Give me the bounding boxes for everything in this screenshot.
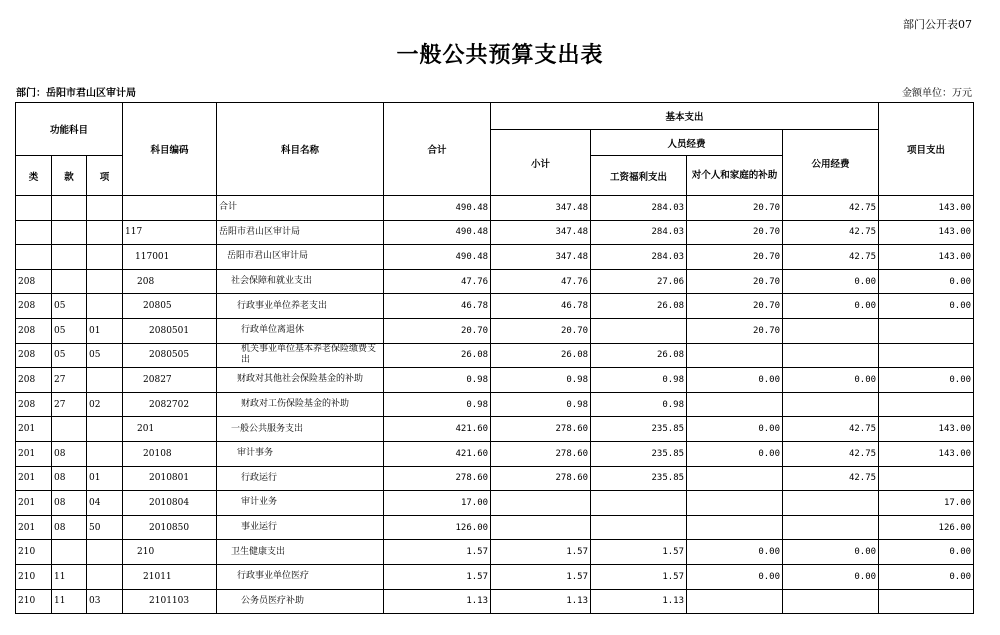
table-header <box>16 103 974 196</box>
header-individual <box>687 156 783 196</box>
cell-wages: 26.08 <box>591 294 687 319</box>
cell-code: 2101103 <box>123 589 217 614</box>
cell-xiang <box>87 564 123 589</box>
cell-subtotal <box>491 515 591 540</box>
cell-public: 0.00 <box>783 564 879 589</box>
cell-subtotal: 1.57 <box>491 540 591 565</box>
cell-name: 机关事业单位基本养老保险缴费支出 <box>217 343 384 368</box>
cell-public: 0.00 <box>783 269 879 294</box>
cell-individual: 0.00 <box>687 417 783 442</box>
cell-wages <box>591 491 687 516</box>
cell-total: 47.76 <box>384 269 491 294</box>
cell-total: 0.98 <box>384 392 491 417</box>
header-project: 项目支出 <box>879 103 974 196</box>
cell-xiang <box>87 294 123 319</box>
cell-xiang: 50 <box>87 515 123 540</box>
cell-kuan: 05 <box>52 343 87 368</box>
cell-public: 0.00 <box>783 368 879 393</box>
cell-public <box>783 318 879 343</box>
cell-xiang <box>87 245 123 270</box>
cell-xiang: 04 <box>87 491 123 516</box>
cell-individual: 20.70 <box>687 318 783 343</box>
table-row <box>16 220 974 245</box>
cell-project: 0.00 <box>879 294 974 319</box>
cell-subtotal: 0.98 <box>491 368 591 393</box>
cell-kuan <box>52 269 87 294</box>
cell-name: 审计业务 <box>217 491 384 516</box>
cell-individual: 20.70 <box>687 269 783 294</box>
cell-code: 208 <box>123 269 217 294</box>
cell-total: 1.13 <box>384 589 491 614</box>
cell-subtotal: 0.98 <box>491 392 591 417</box>
cell-subtotal: 20.70 <box>491 318 591 343</box>
cell-code: 201 <box>123 417 217 442</box>
cell-code: 2080501 <box>123 318 217 343</box>
cell-lei: 208 <box>16 294 52 319</box>
cell-individual: 0.00 <box>687 540 783 565</box>
cell-wages: 235.85 <box>591 441 687 466</box>
cell-total: 421.60 <box>384 417 491 442</box>
header-kuan: 款 <box>52 156 87 196</box>
cell-individual: 0.00 <box>687 368 783 393</box>
cell-lei: 201 <box>16 417 52 442</box>
cell-project: 143.00 <box>879 245 974 270</box>
cell-total: 17.00 <box>384 491 491 516</box>
cell-individual: 20.70 <box>687 294 783 319</box>
table-row <box>16 491 974 516</box>
table-row <box>16 343 974 368</box>
header-xiang: 项 <box>87 156 123 196</box>
cell-individual: 20.70 <box>687 196 783 221</box>
cell-xiang <box>87 220 123 245</box>
cell-lei: 208 <box>16 392 52 417</box>
cell-code: 21011 <box>123 564 217 589</box>
cell-name: 合计 <box>217 196 384 221</box>
cell-total: 126.00 <box>384 515 491 540</box>
cell-wages: 284.03 <box>591 196 687 221</box>
header-wages: 工资福利支出 <box>591 156 687 196</box>
cell-individual: 0.00 <box>687 441 783 466</box>
cell-kuan: 05 <box>52 318 87 343</box>
cell-individual: 20.70 <box>687 220 783 245</box>
cell-kuan: 05 <box>52 294 87 319</box>
header-personnel: 人员经费 <box>591 130 783 156</box>
cell-wages: 235.85 <box>591 466 687 491</box>
table-row <box>16 515 974 540</box>
cell-subtotal: 278.60 <box>491 441 591 466</box>
cell-public <box>783 589 879 614</box>
cell-project: 126.00 <box>879 515 974 540</box>
cell-xiang: 01 <box>87 318 123 343</box>
cell-code: 210 <box>123 540 217 565</box>
cell-individual <box>687 491 783 516</box>
cell-public: 42.75 <box>783 220 879 245</box>
table-row <box>16 441 974 466</box>
cell-lei: 201 <box>16 441 52 466</box>
cell-total: 490.48 <box>384 220 491 245</box>
cell-lei: 201 <box>16 515 52 540</box>
cell-total: 46.78 <box>384 294 491 319</box>
cell-name: 岳阳市君山区审计局 <box>217 245 384 270</box>
cell-name: 行政事业单位养老支出 <box>217 294 384 319</box>
form-number: 部门公开表07 <box>903 18 972 31</box>
cell-code: 117001 <box>123 245 217 270</box>
cell-code: 2010850 <box>123 515 217 540</box>
cell-code: 2080505 <box>123 343 217 368</box>
cell-individual <box>687 466 783 491</box>
cell-individual <box>687 515 783 540</box>
cell-public: 0.00 <box>783 540 879 565</box>
cell-kuan <box>52 417 87 442</box>
cell-wages: 284.03 <box>591 220 687 245</box>
cell-total: 421.60 <box>384 441 491 466</box>
cell-project <box>879 466 974 491</box>
cell-wages: 27.06 <box>591 269 687 294</box>
cell-lei <box>16 245 52 270</box>
cell-public <box>783 515 879 540</box>
cell-name: 卫生健康支出 <box>217 540 384 565</box>
header-public: 公用经费 <box>783 130 879 196</box>
cell-total: 26.08 <box>384 343 491 368</box>
cell-kuan: 27 <box>52 368 87 393</box>
cell-name: 审计事务 <box>217 441 384 466</box>
header-func-subject: 功能科目 <box>16 103 123 156</box>
cell-xiang <box>87 368 123 393</box>
cell-xiang: 02 <box>87 392 123 417</box>
cell-kuan <box>52 196 87 221</box>
cell-kuan: 08 <box>52 515 87 540</box>
cell-public: 42.75 <box>783 466 879 491</box>
cell-project <box>879 343 974 368</box>
cell-public <box>783 491 879 516</box>
cell-lei: 208 <box>16 269 52 294</box>
table-row <box>16 564 974 589</box>
cell-code <box>123 196 217 221</box>
cell-subtotal: 347.48 <box>491 245 591 270</box>
cell-wages: 1.13 <box>591 589 687 614</box>
cell-lei: 208 <box>16 318 52 343</box>
cell-code: 20827 <box>123 368 217 393</box>
cell-xiang <box>87 196 123 221</box>
cell-name: 社会保障和就业支出 <box>217 269 384 294</box>
cell-project: 143.00 <box>879 417 974 442</box>
header-subject-code: 科目编码 <box>123 103 217 196</box>
cell-code: 2010801 <box>123 466 217 491</box>
cell-kuan <box>52 220 87 245</box>
cell-subtotal: 347.48 <box>491 196 591 221</box>
header-subtotal: 小计 <box>491 130 591 196</box>
cell-kuan <box>52 245 87 270</box>
cell-name: 事业运行 <box>217 515 384 540</box>
cell-subtotal: 26.08 <box>491 343 591 368</box>
table-row <box>16 294 974 319</box>
cell-project: 0.00 <box>879 540 974 565</box>
cell-wages <box>591 318 687 343</box>
cell-project: 0.00 <box>879 564 974 589</box>
cell-kuan: 08 <box>52 491 87 516</box>
table-row <box>16 589 974 614</box>
cell-public: 42.75 <box>783 441 879 466</box>
cell-name: 财政对其他社会保险基金的补助 <box>217 368 384 393</box>
cell-xiang: 05 <box>87 343 123 368</box>
cell-name: 岳阳市君山区审计局 <box>217 220 384 245</box>
cell-lei: 201 <box>16 466 52 491</box>
cell-lei <box>16 220 52 245</box>
cell-wages: 0.98 <box>591 368 687 393</box>
header-lei: 类 <box>16 156 52 196</box>
cell-subtotal: 46.78 <box>491 294 591 319</box>
cell-name: 行政事业单位医疗 <box>217 564 384 589</box>
cell-individual: 20.70 <box>687 245 783 270</box>
table-row <box>16 540 974 565</box>
cell-subtotal: 1.57 <box>491 564 591 589</box>
header-total: 合计 <box>384 103 491 196</box>
cell-lei: 210 <box>16 540 52 565</box>
cell-subtotal: 47.76 <box>491 269 591 294</box>
cell-kuan <box>52 540 87 565</box>
cell-project: 17.00 <box>879 491 974 516</box>
cell-public <box>783 343 879 368</box>
cell-wages: 1.57 <box>591 540 687 565</box>
cell-public: 42.75 <box>783 417 879 442</box>
table-row <box>16 392 974 417</box>
table-row <box>16 245 974 270</box>
department-label: 部门：岳阳市君山区审计局 <box>16 88 136 99</box>
cell-individual <box>687 589 783 614</box>
cell-xiang <box>87 417 123 442</box>
cell-project <box>879 589 974 614</box>
cell-project: 143.00 <box>879 441 974 466</box>
cell-name: 一般公共服务支出 <box>217 417 384 442</box>
cell-subtotal: 278.60 <box>491 417 591 442</box>
cell-total: 490.48 <box>384 245 491 270</box>
cell-project <box>879 392 974 417</box>
cell-code: 20108 <box>123 441 217 466</box>
cell-kuan: 11 <box>52 589 87 614</box>
cell-subtotal: 1.13 <box>491 589 591 614</box>
cell-kuan: 08 <box>52 466 87 491</box>
cell-individual <box>687 392 783 417</box>
table-row <box>16 318 974 343</box>
cell-total: 1.57 <box>384 564 491 589</box>
cell-total: 490.48 <box>384 196 491 221</box>
cell-public: 42.75 <box>783 245 879 270</box>
cell-code: 2082702 <box>123 392 217 417</box>
cell-code: 117 <box>123 220 217 245</box>
cell-code: 20805 <box>123 294 217 319</box>
cell-total: 20.70 <box>384 318 491 343</box>
cell-individual <box>687 343 783 368</box>
cell-lei: 208 <box>16 368 52 393</box>
cell-xiang <box>87 269 123 294</box>
unit-label: 金额单位：万元 <box>902 88 972 99</box>
header-individual-label: 对个人和家庭的补助 <box>691 169 778 181</box>
cell-project: 0.00 <box>879 368 974 393</box>
cell-name: 公务员医疗补助 <box>217 589 384 614</box>
cell-xiang: 03 <box>87 589 123 614</box>
table-row <box>16 466 974 491</box>
cell-name: 行政运行 <box>217 466 384 491</box>
cell-xiang: 01 <box>87 466 123 491</box>
cell-public: 0.00 <box>783 294 879 319</box>
cell-xiang <box>87 540 123 565</box>
cell-name: 财政对工伤保险基金的补助 <box>217 392 384 417</box>
cell-lei: 201 <box>16 491 52 516</box>
header-subject-name: 科目名称 <box>217 103 384 196</box>
cell-wages: 0.98 <box>591 392 687 417</box>
cell-lei: 210 <box>16 589 52 614</box>
cell-wages <box>591 515 687 540</box>
cell-total: 1.57 <box>384 540 491 565</box>
cell-lei <box>16 196 52 221</box>
cell-lei: 208 <box>16 343 52 368</box>
header-basic: 基本支出 <box>491 103 879 130</box>
cell-project: 143.00 <box>879 196 974 221</box>
cell-total: 278.60 <box>384 466 491 491</box>
cell-public: 42.75 <box>783 196 879 221</box>
cell-lei: 210 <box>16 564 52 589</box>
cell-total: 0.98 <box>384 368 491 393</box>
table-row <box>16 196 974 221</box>
cell-public <box>783 392 879 417</box>
cell-wages: 235.85 <box>591 417 687 442</box>
cell-kuan: 27 <box>52 392 87 417</box>
cell-kuan: 11 <box>52 564 87 589</box>
cell-project: 143.00 <box>879 220 974 245</box>
cell-name: 行政单位离退休 <box>217 318 384 343</box>
cell-individual: 0.00 <box>687 564 783 589</box>
cell-project <box>879 318 974 343</box>
table-row <box>16 368 974 393</box>
cell-wages: 284.03 <box>591 245 687 270</box>
table-body <box>16 196 974 614</box>
cell-code: 2010804 <box>123 491 217 516</box>
cell-subtotal: 278.60 <box>491 466 591 491</box>
cell-xiang <box>87 441 123 466</box>
table-row <box>16 417 974 442</box>
cell-subtotal <box>491 491 591 516</box>
cell-wages: 26.08 <box>591 343 687 368</box>
budget-table <box>15 102 974 614</box>
page-title: 一般公共预算支出表 <box>396 42 604 68</box>
cell-wages: 1.57 <box>591 564 687 589</box>
cell-kuan: 08 <box>52 441 87 466</box>
cell-subtotal: 347.48 <box>491 220 591 245</box>
table-row <box>16 269 974 294</box>
cell-project: 0.00 <box>879 269 974 294</box>
